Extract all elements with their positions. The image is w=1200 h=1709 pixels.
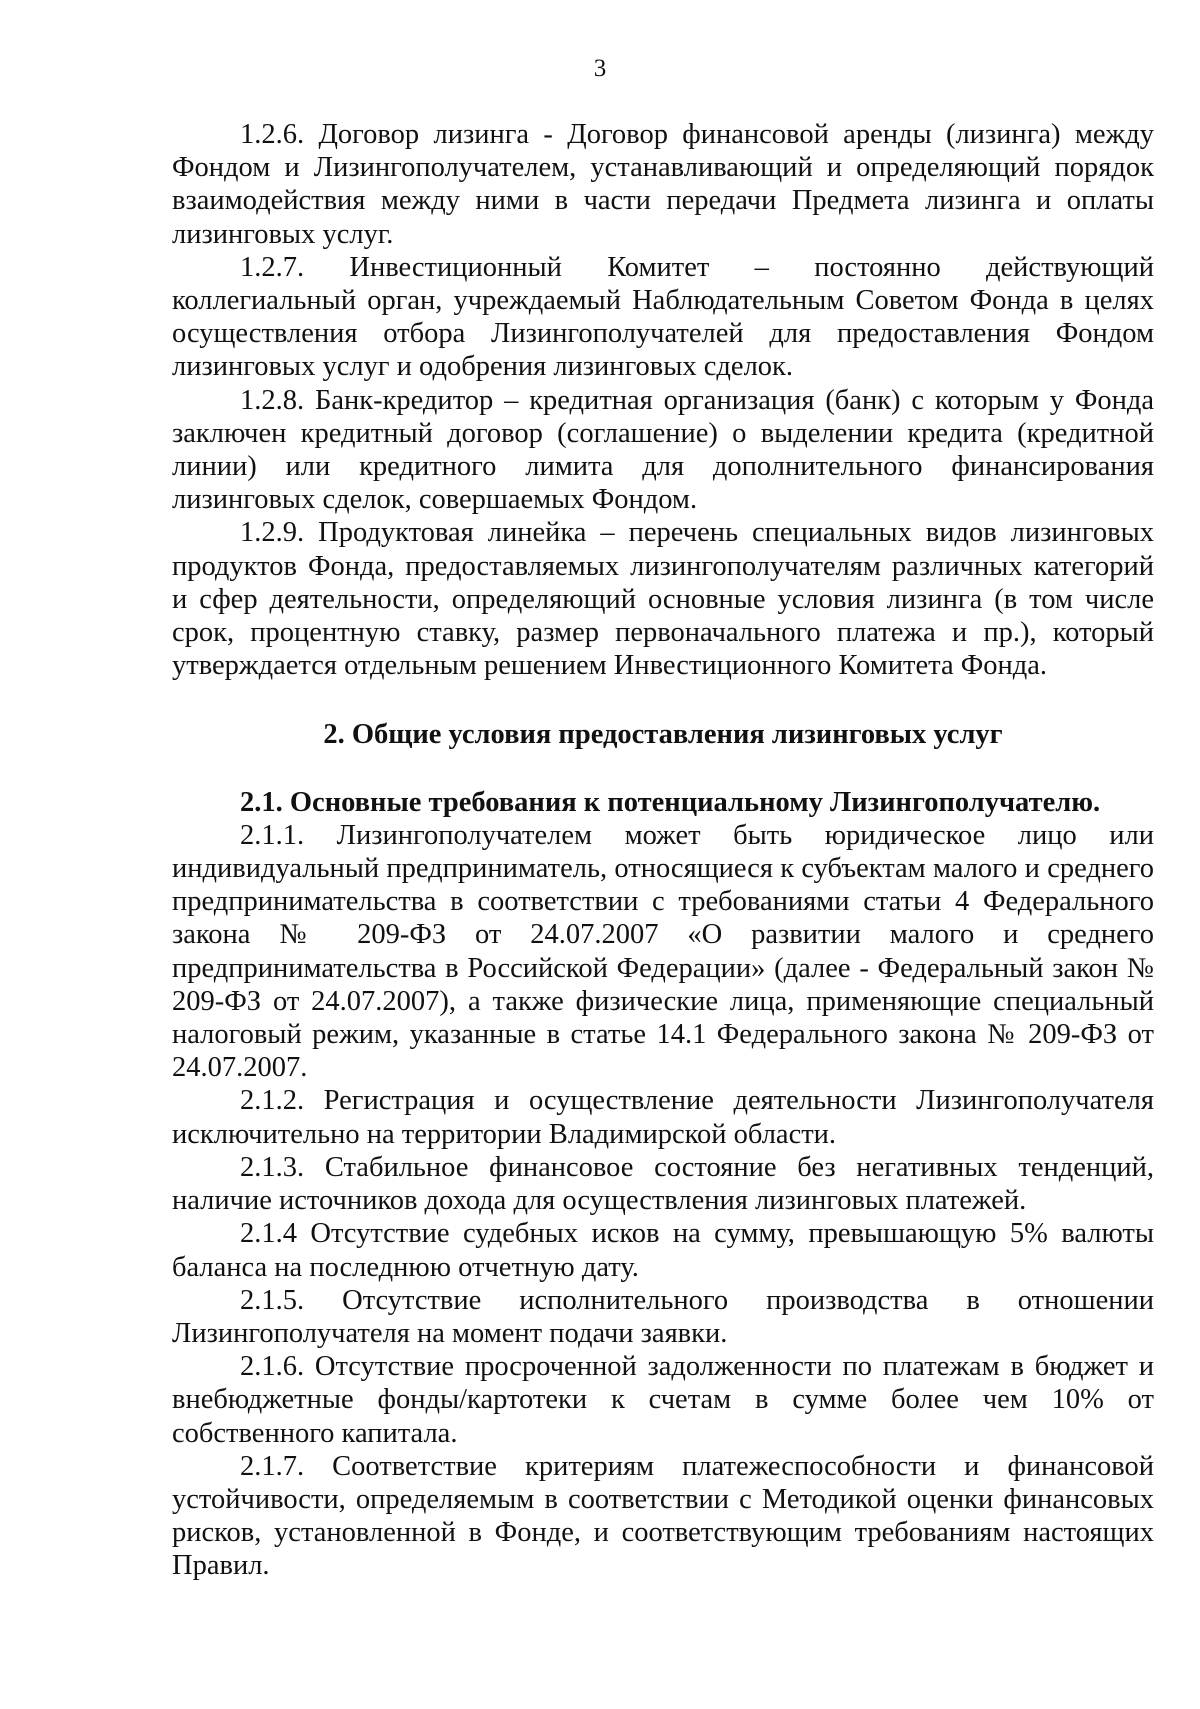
paragraph-1-2-9: 1.2.9. Продуктовая линейка – перечень специальных видов лизинговых продуктов Фонда, предоставляемых лизингополучателям различных категорий и сфер деятельности, определяющий основные условия лизинга (в том числе срок, процентную ставку, размер первоначального платежа и пр.), который утверждается отдельным решением Инвестиционного Комитета Фонда. <box>172 517 1154 682</box>
paragraph-2-1-5: 2.1.5. Отсутствие исполнительного производства в отношении Лизингополучателя на момент подачи заявки. <box>172 1284 1154 1349</box>
document-body <box>172 118 1154 1583</box>
paragraph-2-1-6: 2.1.6. Отсутствие просроченной задолженности по платежам в бюджет и внебюджетные фонды/картотеки к счетам в сумме более чем 10% от собственного капитала. <box>172 1351 1154 1449</box>
paragraph-1-2-6: 1.2.6. Договор лизинга - Договор финансовой аренды (лизинга) между Фондом и Лизингополучателем, устанавливающий и определяющий порядок взаимодействия между ними в части передачи Предмета лизинга и оплаты лизинговых услуг. <box>172 119 1154 250</box>
paragraph-2-1-2: 2.1.2. Регистрация и осуществление деятельности Лизингополучателя исключительно на территории Владимирской области. <box>172 1085 1154 1150</box>
paragraph-2-1-7: 2.1.7. Соответствие критериям платежеспособности и финансовой устойчивости, определяемым в соответствии с Методикой оценки финансовых рисков, установленной в Фонде, и соответствующим требованиям настоящих Правил. <box>172 1450 1154 1582</box>
paragraph-1-2-7: 1.2.7. Инвестиционный Комитет – постоянно действующий коллегиальный орган, учреждаемый Наблюдательным Советом Фонда в целях осуществления отбора Лизингополучателей для предоставления Фондом лизинговых услуг и одобрения лизинговых сделок. <box>172 251 1154 383</box>
paragraph-2-1-4: 2.1.4 Отсутствие судебных исков на сумму, превышающую 5% валюты баланса на последнюю отчетную дату. <box>172 1218 1154 1283</box>
section-heading: 2. Общие условия предоставления лизинговых услуг <box>323 719 1003 751</box>
paragraph-2-1-1: 2.1.1. Лизингополучателем может быть юридическое лицо или индивидуальный предприниматель, относящиеся к субъектам малого и среднего предпринимательства в соответствии с требованиями статьи 4 Федерального закона № 209-ФЗ от 24.07.2007 «О развитии малого и среднего предпринимательства в Российской Федерации» (далее - Федеральный закон № 209-ФЗ от 24.07.2007), а также физические лица, применяющие специальный налоговый режим, указанные в статье 14.1 Федерального закона № 209-ФЗ от 24.07.2007. <box>172 819 1154 1084</box>
page-number: 3 <box>593 55 607 82</box>
paragraph-1-2-8: 1.2.8. Банк-кредитор – кредитная организация (банк) с которым у Фонда заключен кредитный договор (соглашение) о выделении кредита (кредитной линии) или кредитного лимита для дополнительного финансирования лизинговых сделок, совершаемых Фондом. <box>172 384 1154 516</box>
subsection-heading: 2.1. Основные требования к потенциальному Лизингополучателю. <box>240 786 1101 818</box>
paragraph-2-1-3: 2.1.3. Стабильное финансовое состояние без негативных тенденций, наличие источников дохода для осуществления лизинговых платежей. <box>172 1151 1154 1217</box>
